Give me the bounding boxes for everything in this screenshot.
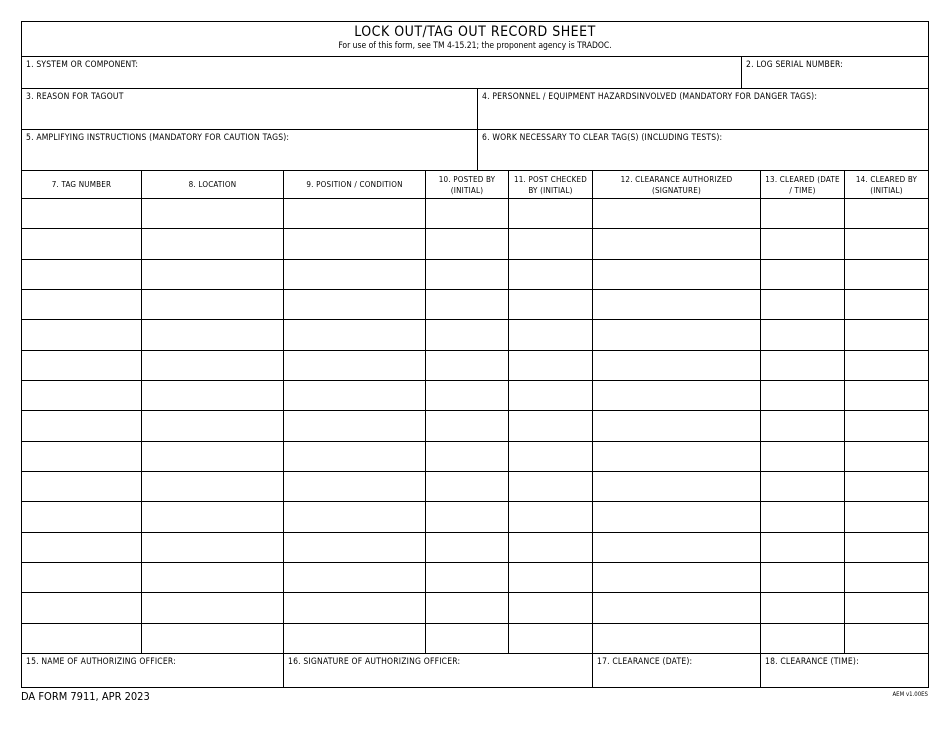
position-condition-cell[interactable] (284, 502, 426, 532)
form-number: DA FORM 7911, APR 2023 (21, 690, 150, 703)
location-cell[interactable] (142, 229, 284, 259)
field-label: 6. WORK NECESSARY TO CLEAR TAG(S) (INCLUDING TESTS): (482, 133, 723, 143)
field-label: 1. SYSTEM OR COMPONENT: (26, 60, 139, 70)
clearance-authorized-cell[interactable] (593, 411, 761, 441)
cleared-by-cell[interactable] (845, 411, 928, 441)
clearance-authorized-cell[interactable] (593, 199, 761, 229)
cleared-date-time-cell[interactable] (761, 593, 845, 623)
location-cell[interactable] (142, 290, 284, 320)
clearance-authorized-cell[interactable] (593, 442, 761, 472)
field-label: 15. NAME OF AUTHORIZING OFFICER: (26, 657, 176, 667)
cleared-date-time-cell[interactable] (761, 442, 845, 472)
post-checked-by-cell[interactable] (509, 472, 593, 502)
cleared-by-cell[interactable] (845, 502, 928, 532)
location-cell[interactable] (142, 502, 284, 532)
clearance-authorized-cell[interactable] (593, 351, 761, 381)
location-cell[interactable] (142, 563, 284, 593)
form-title: LOCK OUT/TAG OUT RECORD SHEET (354, 24, 596, 40)
position-condition-cell[interactable] (284, 381, 426, 411)
tag-number-cell[interactable] (22, 472, 142, 502)
posted-by-cell[interactable] (426, 624, 509, 654)
posted-by-cell[interactable] (426, 593, 509, 623)
post-checked-by-cell[interactable] (509, 502, 593, 532)
position-condition-cell[interactable] (284, 199, 426, 229)
tag-number-cell[interactable] (22, 411, 142, 441)
field-label: 2. LOG SERIAL NUMBER: (746, 60, 844, 70)
clearance-authorized-cell[interactable] (593, 533, 761, 563)
position-condition-cell[interactable] (284, 533, 426, 563)
position-condition-cell[interactable] (284, 593, 426, 623)
position-condition-cell[interactable] (284, 624, 426, 654)
location-cell[interactable] (142, 533, 284, 563)
tag-number-cell[interactable] (22, 260, 142, 290)
posted-by-cell[interactable] (426, 199, 509, 229)
field-label: 18. CLEARANCE (TIME): (765, 657, 859, 667)
tag-number-cell[interactable] (22, 229, 142, 259)
tag-number-cell[interactable] (22, 533, 142, 563)
location-cell[interactable] (142, 260, 284, 290)
cleared-by-cell[interactable] (845, 381, 928, 411)
lockout-tagout-form (21, 21, 929, 688)
cleared-date-time-cell[interactable] (761, 381, 845, 411)
cleared-date-time-cell[interactable] (761, 260, 845, 290)
field-label: 3. REASON FOR TAGOUT (26, 92, 124, 102)
column-header-tag-number: 7. TAG NUMBER (22, 171, 142, 199)
cleared-by-cell[interactable] (845, 442, 928, 472)
posted-by-cell[interactable] (426, 229, 509, 259)
post-checked-by-cell[interactable] (509, 199, 593, 229)
posted-by-cell[interactable] (426, 260, 509, 290)
post-checked-by-cell[interactable] (509, 533, 593, 563)
location-cell[interactable] (142, 472, 284, 502)
post-checked-by-cell[interactable] (509, 381, 593, 411)
log-serial-number-field[interactable] (742, 57, 928, 89)
position-condition-cell[interactable] (284, 290, 426, 320)
cleared-date-time-cell[interactable] (761, 290, 845, 320)
posted-by-cell[interactable] (426, 472, 509, 502)
clearance-authorized-cell[interactable] (593, 290, 761, 320)
tag-number-cell[interactable] (22, 624, 142, 654)
cleared-date-time-cell[interactable] (761, 502, 845, 532)
tag-number-cell[interactable] (22, 442, 142, 472)
hazards-involved-field[interactable] (478, 89, 928, 130)
form-subtitle: For use of this form, see TM 4-15.21; the proponent agency is TRADOC. (338, 41, 612, 51)
position-condition-cell[interactable] (284, 260, 426, 290)
authorizing-officer-name-field[interactable] (22, 654, 284, 687)
authorizing-officer-signature-field[interactable] (284, 654, 593, 687)
cleared-by-cell[interactable] (845, 533, 928, 563)
posted-by-cell[interactable] (426, 502, 509, 532)
tag-number-cell[interactable] (22, 381, 142, 411)
clearance-authorized-cell[interactable] (593, 563, 761, 593)
tag-number-cell[interactable] (22, 563, 142, 593)
work-to-clear-field[interactable] (478, 130, 928, 171)
cleared-date-time-cell[interactable] (761, 320, 845, 350)
post-checked-by-cell[interactable] (509, 260, 593, 290)
field-label: 16. SIGNATURE OF AUTHORIZING OFFICER: (288, 657, 461, 667)
location-cell[interactable] (142, 351, 284, 381)
cleared-by-cell[interactable] (845, 260, 928, 290)
location-cell[interactable] (142, 381, 284, 411)
location-cell[interactable] (142, 199, 284, 229)
clearance-authorized-cell[interactable] (593, 381, 761, 411)
post-checked-by-cell[interactable] (509, 351, 593, 381)
posted-by-cell[interactable] (426, 563, 509, 593)
cleared-date-time-cell[interactable] (761, 411, 845, 441)
form-version: AEM v1.00ES (892, 691, 928, 698)
post-checked-by-cell[interactable] (509, 229, 593, 259)
location-cell[interactable] (142, 411, 284, 441)
tag-number-cell[interactable] (22, 502, 142, 532)
clearance-authorized-cell[interactable] (593, 320, 761, 350)
cleared-by-cell[interactable] (845, 593, 928, 623)
posted-by-cell[interactable] (426, 290, 509, 320)
cleared-date-time-cell[interactable] (761, 563, 845, 593)
cleared-by-cell[interactable] (845, 290, 928, 320)
location-cell[interactable] (142, 442, 284, 472)
clearance-authorized-cell[interactable] (593, 472, 761, 502)
cleared-by-cell[interactable] (845, 229, 928, 259)
posted-by-cell[interactable] (426, 351, 509, 381)
post-checked-by-cell[interactable] (509, 593, 593, 623)
column-header-cleared-date-time: 13. CLEARED (DATE / TIME) (761, 171, 845, 199)
column-header-location: 8. LOCATION (142, 171, 284, 199)
post-checked-by-cell[interactable] (509, 411, 593, 441)
tag-number-cell[interactable] (22, 199, 142, 229)
cleared-date-time-cell[interactable] (761, 624, 845, 654)
column-header-post-checked-by: 11. POST CHECKED BY (INITIAL) (509, 171, 593, 199)
post-checked-by-cell[interactable] (509, 624, 593, 654)
clearance-authorized-cell[interactable] (593, 593, 761, 623)
post-checked-by-cell[interactable] (509, 320, 593, 350)
clearance-authorized-cell[interactable] (593, 260, 761, 290)
cleared-by-cell[interactable] (845, 351, 928, 381)
cleared-date-time-cell[interactable] (761, 533, 845, 563)
system-component-field[interactable] (22, 57, 742, 89)
cleared-by-cell[interactable] (845, 624, 928, 654)
tag-number-cell[interactable] (22, 290, 142, 320)
cleared-date-time-cell[interactable] (761, 229, 845, 259)
cleared-date-time-cell[interactable] (761, 199, 845, 229)
field-label: 5. AMPLIFYING INSTRUCTIONS (MANDATORY FOR CAUTION TAGS): (26, 133, 290, 143)
cleared-date-time-cell[interactable] (761, 472, 845, 502)
form-header (22, 22, 928, 57)
field-label: 4. PERSONNEL / EQUIPMENT HAZARDSINVOLVED (MANDATORY FOR DANGER TAGS): (482, 92, 818, 102)
position-condition-cell[interactable] (284, 472, 426, 502)
clearance-date-field[interactable] (593, 654, 761, 687)
posted-by-cell[interactable] (426, 411, 509, 441)
position-condition-cell[interactable] (284, 563, 426, 593)
amplifying-instructions-field[interactable] (22, 130, 478, 171)
cleared-by-cell[interactable] (845, 320, 928, 350)
position-condition-cell[interactable] (284, 442, 426, 472)
clearance-authorized-cell[interactable] (593, 502, 761, 532)
column-header-cleared-by: 14. CLEARED BY (INITIAL) (845, 171, 928, 199)
cleared-date-time-cell[interactable] (761, 351, 845, 381)
position-condition-cell[interactable] (284, 411, 426, 441)
column-header-clearance-authorized: 12. CLEARANCE AUTHORIZED (SIGNATURE) (593, 171, 761, 199)
position-condition-cell[interactable] (284, 229, 426, 259)
posted-by-cell[interactable] (426, 533, 509, 563)
post-checked-by-cell[interactable] (509, 290, 593, 320)
field-label: 17. CLEARANCE (DATE): (597, 657, 693, 667)
location-cell[interactable] (142, 624, 284, 654)
location-cell[interactable] (142, 593, 284, 623)
reason-for-tagout-field[interactable] (22, 89, 478, 130)
location-cell[interactable] (142, 320, 284, 350)
tag-number-cell[interactable] (22, 351, 142, 381)
clearance-authorized-cell[interactable] (593, 229, 761, 259)
tag-number-cell[interactable] (22, 320, 142, 350)
clearance-authorized-cell[interactable] (593, 624, 761, 654)
post-checked-by-cell[interactable] (509, 442, 593, 472)
tag-number-cell[interactable] (22, 593, 142, 623)
cleared-by-cell[interactable] (845, 563, 928, 593)
cleared-by-cell[interactable] (845, 199, 928, 229)
posted-by-cell[interactable] (426, 442, 509, 472)
posted-by-cell[interactable] (426, 381, 509, 411)
posted-by-cell[interactable] (426, 320, 509, 350)
post-checked-by-cell[interactable] (509, 563, 593, 593)
clearance-time-field[interactable] (761, 654, 928, 687)
column-header-position-condition: 9. POSITION / CONDITION (284, 171, 426, 199)
column-header-posted-by: 10. POSTED BY (INITIAL) (426, 171, 509, 199)
position-condition-cell[interactable] (284, 320, 426, 350)
cleared-by-cell[interactable] (845, 472, 928, 502)
position-condition-cell[interactable] (284, 351, 426, 381)
